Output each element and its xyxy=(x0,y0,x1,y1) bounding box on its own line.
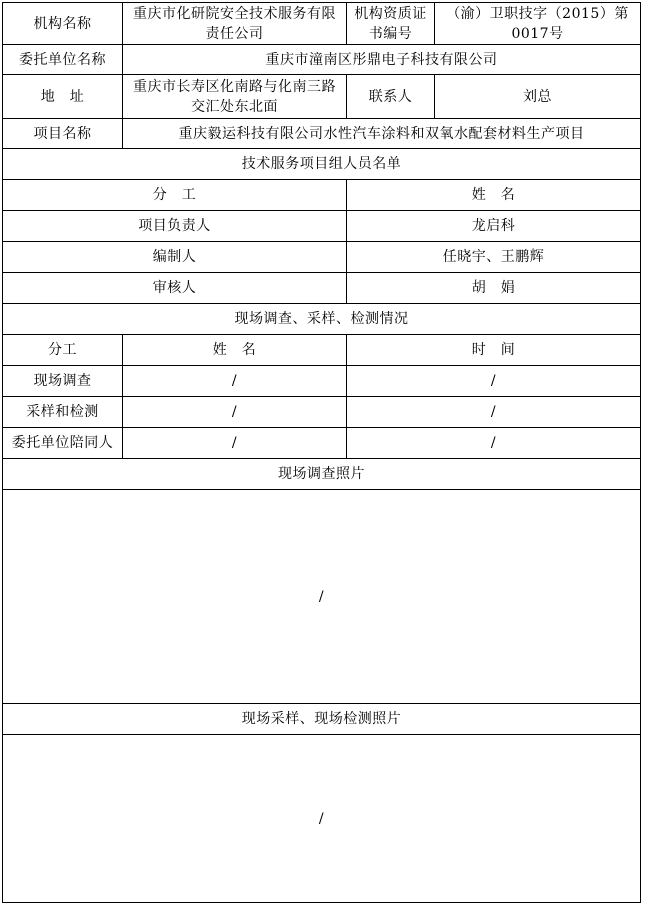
address-value: 重庆市长寿区化南路与化南三路交汇处东北面 xyxy=(123,75,347,119)
team-title: 技术服务项目组人员名单 xyxy=(3,149,641,180)
contact-value: 刘总 xyxy=(435,75,641,119)
team-name: 胡 娟 xyxy=(347,273,641,304)
team-role: 审核人 xyxy=(3,273,347,304)
site-role: 委托单位陪同人 xyxy=(3,428,123,459)
survey-photo-area: / xyxy=(3,490,641,704)
site-title-row xyxy=(3,304,641,335)
service-record-form xyxy=(2,2,640,903)
survey-photo-title-row xyxy=(3,459,641,490)
project-label: 项目名称 xyxy=(3,119,123,149)
site-col-name: 姓 名 xyxy=(123,335,347,366)
team-title-row xyxy=(3,149,641,180)
org-cert-value: （渝）卫职技字（2015）第0017号 xyxy=(435,3,641,45)
site-role: 现场调查 xyxy=(3,366,123,397)
org-name-value: 重庆市化研院安全技术服务有限责任公司 xyxy=(123,3,347,45)
sampling-photo-title-row xyxy=(3,704,641,735)
team-col-role: 分 工 xyxy=(3,180,347,211)
site-title: 现场调查、采样、检测情况 xyxy=(3,304,641,335)
site-col-role: 分工 xyxy=(3,335,123,366)
table-row xyxy=(3,211,641,242)
table-row xyxy=(3,273,641,304)
org-name-label: 机构名称 xyxy=(3,3,123,45)
org-cert-label: 机构资质证书编号 xyxy=(347,3,435,45)
team-header-row xyxy=(3,180,641,211)
team-role: 编制人 xyxy=(3,242,347,273)
team-col-name: 姓 名 xyxy=(347,180,641,211)
address-row xyxy=(3,75,641,119)
contact-label: 联系人 xyxy=(347,75,435,119)
site-time: / xyxy=(347,397,641,428)
client-row xyxy=(3,45,641,75)
table-row xyxy=(3,242,641,273)
sampling-photo-area: / xyxy=(3,735,641,903)
client-label: 委托单位名称 xyxy=(3,45,123,75)
client-value: 重庆市潼南区彤鼎电子科技有限公司 xyxy=(123,45,641,75)
site-name: / xyxy=(123,366,347,397)
form-table xyxy=(2,2,641,903)
team-role: 项目负责人 xyxy=(3,211,347,242)
site-header-row xyxy=(3,335,641,366)
sampling-photo-title: 现场采样、现场检测照片 xyxy=(3,704,641,735)
site-role: 采样和检测 xyxy=(3,397,123,428)
project-value: 重庆毅运科技有限公司水性汽车涂料和双氧水配套材料生产项目 xyxy=(123,119,641,149)
table-row xyxy=(3,366,641,397)
site-time: / xyxy=(347,366,641,397)
address-label: 地 址 xyxy=(3,75,123,119)
org-row xyxy=(3,3,641,45)
team-name: 任晓宇、王鹏辉 xyxy=(347,242,641,273)
site-col-time: 时 间 xyxy=(347,335,641,366)
site-name: / xyxy=(123,397,347,428)
survey-photo-row xyxy=(3,490,641,704)
sampling-photo-row xyxy=(3,735,641,903)
site-time: / xyxy=(347,428,641,459)
site-name: / xyxy=(123,428,347,459)
survey-photo-title: 现场调查照片 xyxy=(3,459,641,490)
team-name: 龙启科 xyxy=(347,211,641,242)
table-row xyxy=(3,428,641,459)
project-row xyxy=(3,119,641,149)
table-row xyxy=(3,397,641,428)
